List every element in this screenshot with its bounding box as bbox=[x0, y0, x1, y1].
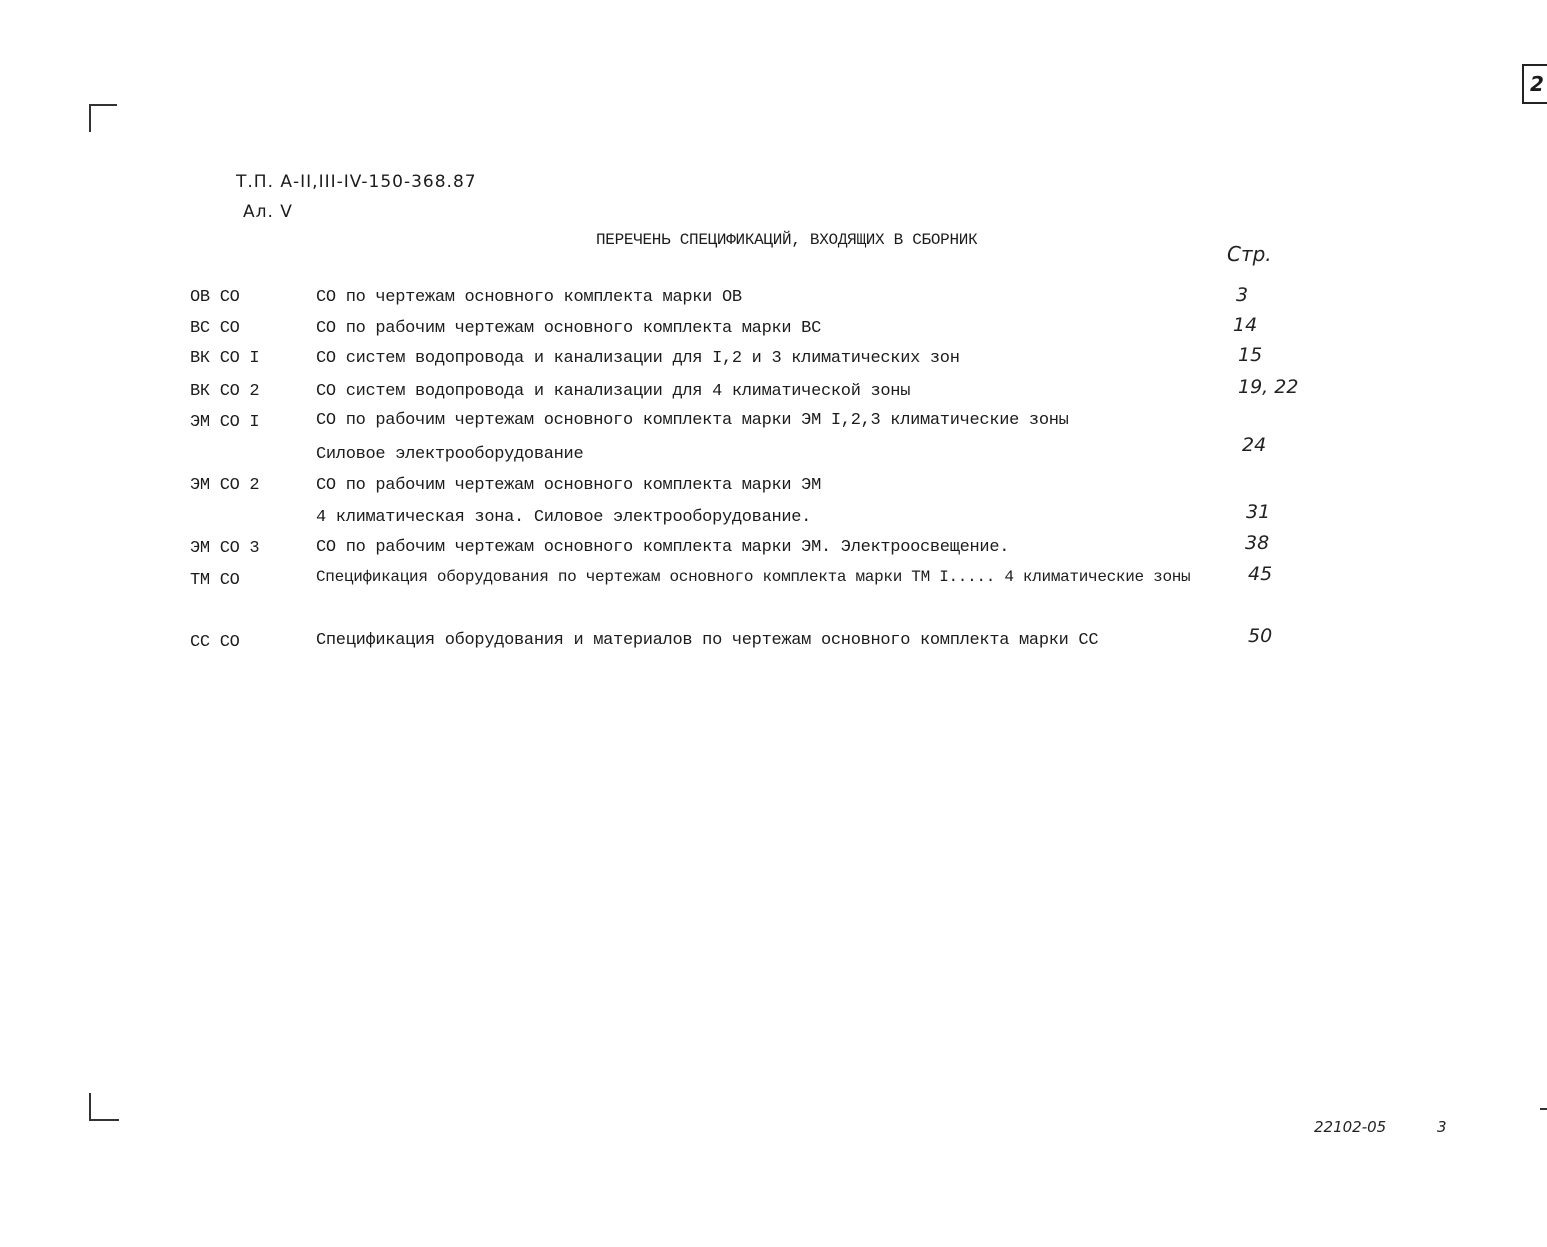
row-page: 3 bbox=[1236, 284, 1249, 306]
row-page: 38 bbox=[1245, 532, 1270, 554]
row-page: 15 bbox=[1238, 344, 1263, 366]
row-description: СО по чертежам основного комплекта марки ОВ bbox=[316, 288, 742, 307]
row-code: ВК СО 2 bbox=[190, 382, 260, 401]
row-page: 19, 22 bbox=[1238, 376, 1299, 398]
edge-mark bbox=[1540, 1108, 1547, 1110]
row-code: СС СО bbox=[190, 633, 240, 652]
row-description: СО по рабочим чертежам основного комплекта марки ЭМ. Электроосвещение. bbox=[316, 538, 1010, 557]
row-description-continued: Силовое электрооборудование bbox=[316, 445, 584, 464]
row-description: Спецификация оборудования по чертежам основного комплекта марки ТМ I..... 4 климатические зоны bbox=[316, 568, 1191, 586]
row-page: 24 bbox=[1242, 434, 1267, 456]
document-code: 22102-05 bbox=[1314, 1118, 1387, 1136]
document-title: ПЕРЕЧЕНЬ СПЕЦИФИКАЦИЙ, ВХОДЯЩИХ В СБОРНИК bbox=[596, 231, 978, 249]
row-code: ТМ СО bbox=[190, 571, 240, 590]
row-code: ЭМ СО 3 bbox=[190, 539, 260, 558]
row-page: 45 bbox=[1248, 563, 1273, 585]
row-code: ВК СО I bbox=[190, 349, 260, 368]
row-page: 50 bbox=[1248, 625, 1273, 647]
row-description: СО по рабочим чертежам основного комплекта марки ЭМ bbox=[316, 476, 821, 495]
row-description: СО по рабочим чертежам основного комплекта марки ВС bbox=[316, 319, 821, 338]
row-code: ВС СО bbox=[190, 319, 240, 338]
row-description-continued: 4 климатическая зона. Силовое электрооборудование. bbox=[316, 508, 812, 527]
row-description: СО систем водопровода и канализации для 4 климатической зоны bbox=[316, 382, 911, 401]
sheet-number: 3 bbox=[1437, 1118, 1447, 1136]
project-reference: Т.П. А-II,III-IV-150-368.87 bbox=[236, 172, 477, 192]
page-number-box: 2 bbox=[1522, 64, 1547, 104]
bottom-left-corner-mark bbox=[89, 1093, 119, 1121]
row-description: СО систем водопровода и канализации для I,2 и 3 климатических зон bbox=[316, 349, 960, 368]
row-code: ЭМ СО I bbox=[190, 413, 260, 432]
row-page: 31 bbox=[1246, 501, 1271, 523]
row-description: СО по рабочим чертежам основного комплекта марки ЭМ I,2,3 климатические зоны bbox=[316, 411, 1069, 430]
row-description: Спецификация оборудования и материалов по чертежам основного комплекта марки СС bbox=[316, 631, 1099, 650]
album-reference: Ал. V bbox=[243, 202, 293, 222]
row-code: ЭМ СО 2 bbox=[190, 476, 260, 495]
top-left-corner-mark bbox=[89, 104, 117, 132]
page-column-header: Стр. bbox=[1227, 242, 1272, 266]
row-code: ОВ СО bbox=[190, 288, 240, 307]
row-page: 14 bbox=[1233, 314, 1258, 336]
